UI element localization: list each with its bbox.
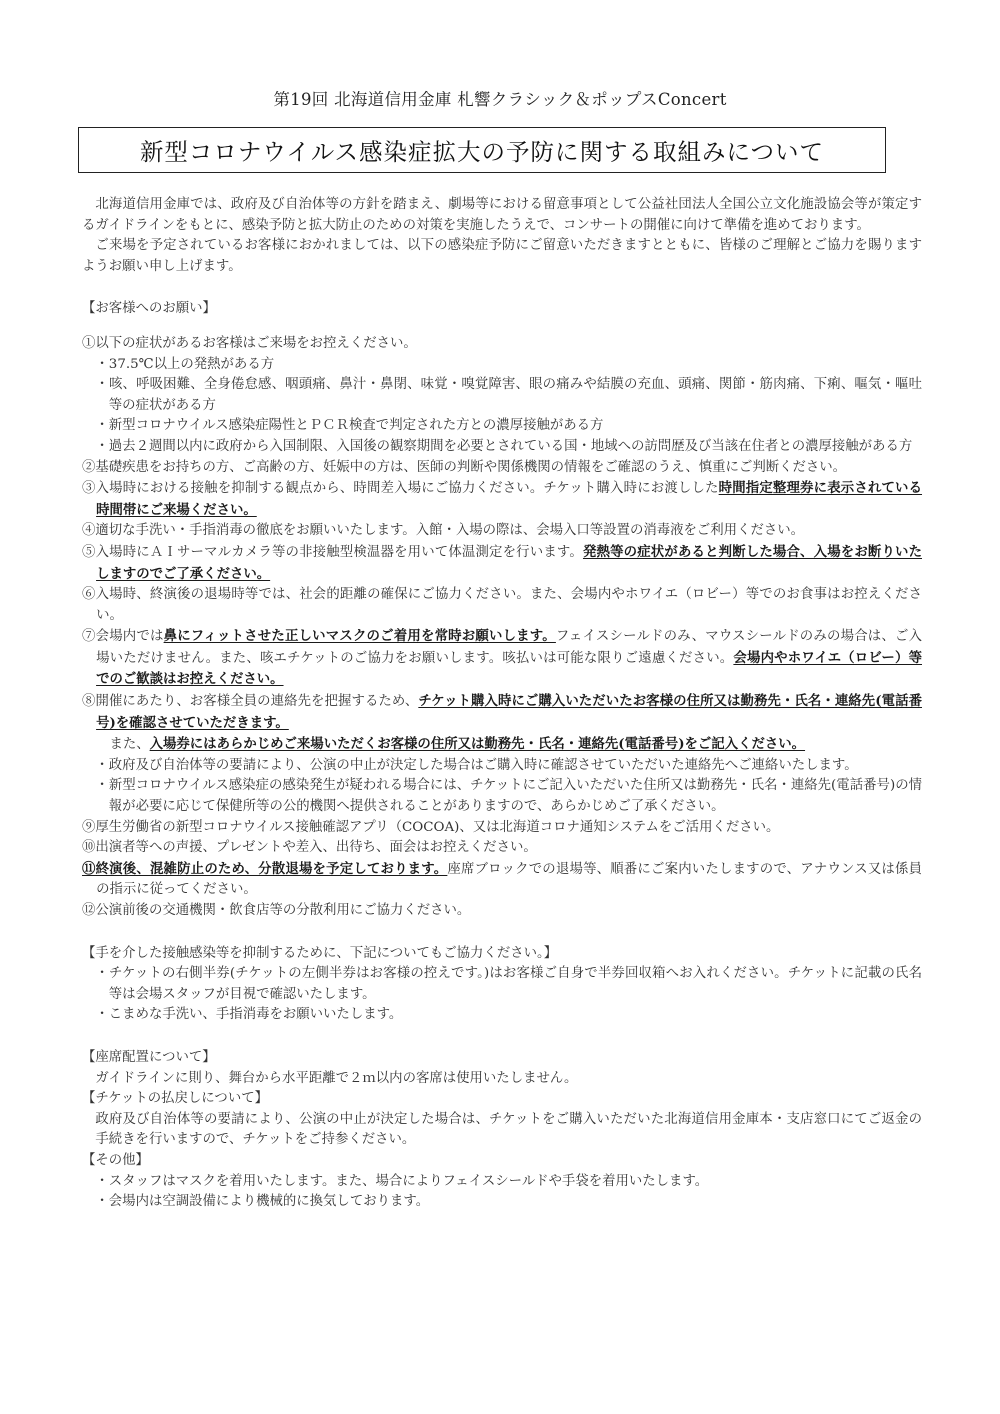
emphasis-text: 発熱等の症状があると判断した場合、入場をお断りいたしますのでご了承ください。: [96, 543, 922, 582]
intro-paragraph-1: 北海道信用金庫では、政府及び自治体等の方針を踏まえ、劇場等における留意事項として公益社団法人全国公立文化施設協会等が策定するガイドラインをもとに、感染予防と拡大防止のための対策を実施したうえで、コンサートの開催に向けて準備を進めております。: [82, 197, 922, 233]
contact-item: ・こまめな手洗い、手指消毒をお願いいたします。: [95, 1007, 403, 1023]
symptom-bullet: ・新型コロナウイルス感染症陽性とＰＣＲ検査で判定された方との濃厚接触がある方: [95, 418, 604, 434]
request-item-9: ⑨厚生労働省の新型コロナウイルス接触確認アプリ（COCOA)、又は北海道コロナ通知システムをご活用ください。: [82, 819, 780, 835]
emphasis-text: チケット購入時にご購入いただいたお客様の住所又は勤務先・氏名・連絡先(電話番号)を確認させていただきます。: [96, 693, 922, 731]
request-item-10: ⑩出演者等への声援、プレゼントや差入、出待ち、面会はお控えください。: [82, 840, 537, 856]
other-item: ・スタッフはマスクを着用いたします。また、場合によりフェイスシールドや手袋を着用いたします。: [95, 1173, 709, 1189]
contact-heading: 【手を介した接触感染等を抑制するために、下記についてもご協力ください。】: [82, 945, 558, 961]
request-item-2: ②基礎疾患をお持ちの方、ご高齢の方、妊娠中の方は、医師の判断や関係機関の情報をご確認のうえ、慎重にご判断ください。: [82, 459, 847, 475]
contact-bullet: ・新型コロナウイルス感染症の感染発生が疑われる場合には、チケットにご記入いただいた住所又は勤務先・氏名・連絡先(電話番号)の情報が必要に応じて保健所等の公的機関へ提供されることがありますので、あらかじめご了承ください。: [95, 778, 922, 815]
document-title: 新型コロナウイルス感染症拡大の予防に関する取組みについて: [78, 127, 886, 173]
event-header: 第19回 北海道信用金庫 札響クラシック＆ポップスConcert: [273, 90, 727, 109]
request-item-3: ③入場時における接触を抑制する観点から、時間差入場にご協力ください。チケット購入時にお渡しした時間指定整理券に表示されている時間帯にご来場ください。: [82, 480, 923, 518]
intro-paragraph-2: ご来場を予定されているお客様におかれましては、以下の感染症予防にご留意いただきますとともに、皆様のご理解とご協力を賜りますようお願い申し上げます。: [82, 238, 922, 274]
requests-heading: 【お客様へのお願い】: [82, 301, 216, 317]
seating-heading: 【座席配置について】: [82, 1049, 216, 1065]
request-item-12: ⑫公演前後の交通機関・飲食店等の分散利用にご協力ください。: [82, 903, 471, 918]
request-item-8-note: また、入場券にはあらかじめご来場いただくお客様の住所又は勤務先・氏名・連絡先(電話番号)をご記入ください。: [109, 736, 806, 753]
request-item-8: ⑧開催にあたり、お客様全員の連絡先を把握するため、チケット購入時にご購入いただいたお客様の住所又は勤務先・氏名・連絡先(電話番号)を確認させていただきます。: [82, 693, 922, 731]
refund-text: 政府及び自治体等の要請により、公演の中止が決定した場合は、チケットをご購入いただいた北海道信用金庫本・支店窓口にてご返金の手続きを行いますので、チケットをご持参ください。: [95, 1111, 922, 1148]
request-item-5: ⑤入場時にＡＩサーマルカメラ等の非接触型検温器を用いて体温測定を行います。発熱等の症状があると判断した場合、入場をお断りいたしますのでご了承ください。: [82, 543, 922, 582]
symptom-bullet: ・過去２週間以内に政府から入国制限、入国後の観察期間を必要とされている国・地域への訪問歴及び当該在住者との濃厚接触がある方: [95, 438, 913, 454]
emphasis-text: 時間指定整理券に表示されている時間帯にご来場ください。: [96, 480, 923, 518]
contact-item: ・チケットの右側半券(チケットの左側半券はお客様の控えです。)はお客様ご自身で半券回収箱へお入れください。チケットに記載の氏名等は会場スタッフが目視で確認いたします。: [95, 966, 922, 1002]
request-item-11: ⑪終演後、混雑防止のため、分散退場を予定しております。座席ブロックでの退場等、順番にご案内いたしますので、アナウンス又は係員の指示に従ってください。: [82, 860, 923, 898]
document-body: [82, 195, 922, 1213]
emphasis-text: 鼻にフィットさせた正しいマスクのご着用を常時お願いします。: [163, 628, 556, 645]
seating-text: ガイドラインに則り、舞台から水平距離で２ｍ以内の客席は使用いたしません。: [95, 1070, 578, 1086]
refund-heading: 【チケットの払戻しについて】: [82, 1091, 268, 1107]
other-heading: 【その他】: [82, 1152, 149, 1168]
emphasis-text: ⑪終演後、混雑防止のため、分散退場を予定しております。: [82, 860, 448, 877]
request-item-6: ⑥入場時、終演後の退場時等では、社会的距離の確保にご協力ください。また、会場内やホワイエ（ロビー）等でのお食事はお控えください。: [82, 587, 922, 623]
symptom-bullet: ・咳、呼吸困難、全身倦怠感、咽頭痛、鼻汁・鼻閉、味覚・嗅覚障害、眼の痛みや結膜の充血、頭痛、関節・筋肉痛、下痢、嘔気・嘔吐等の症状がある方: [95, 377, 922, 413]
request-item-4: ④適切な手洗い・手指消毒の徹底をお願いいたします。入館・入場の際は、会場入口等設置の消毒液をご利用ください。: [82, 523, 805, 539]
emphasis-text: 会場内やホワイエ（ロビー）等でのご歓談はお控えください。: [96, 649, 922, 688]
other-item: ・会場内は空調設備により機械的に換気しております。: [95, 1194, 430, 1210]
emphasis-text: 入場券にはあらかじめご来場いただくお客様の住所又は勤務先・氏名・連絡先(電話番号)をご記入ください。: [149, 736, 806, 753]
request-item-1: ①以下の症状があるお客様はご来場をお控えください。: [82, 335, 417, 351]
request-item-7: ⑦会場内では鼻にフィットさせた正しいマスクのご着用を常時お願いします。フェイスシールドのみ、マウスシールドのみの場合は、ご入場いただけません。また、咳エチケットのご協力をお願いします。咳払いは可能な限りご遠慮ください。会場内やホワイエ（ロビー）等でのご歓談はお控えください。: [82, 628, 922, 688]
contact-bullet: ・政府及び自治体等の要請により、公演の中止が決定した場合はご購入時に確認させていただいた連絡先へご連絡いたします。: [95, 757, 858, 773]
symptom-bullet: ・37.5℃以上の発熱がある方: [95, 356, 275, 372]
